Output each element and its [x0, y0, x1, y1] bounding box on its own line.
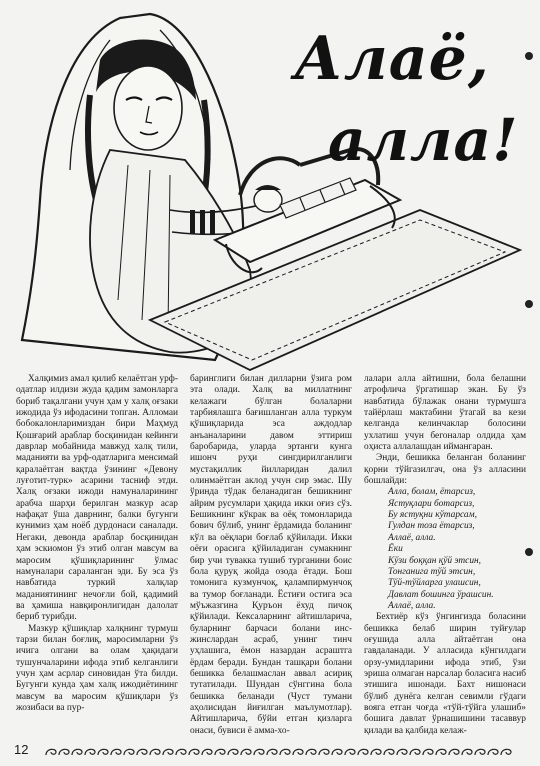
ornament-swirl: [449, 749, 459, 755]
verse-line: Тонганига тўй этсин,: [388, 566, 476, 577]
verse-line: Кўзи боққан қўй этсин,: [388, 555, 482, 566]
ornament-swirl: [98, 749, 108, 755]
verse-line: Ястуқлари ботарсиз,: [388, 498, 475, 509]
ornament-swirl: [254, 749, 264, 755]
ornament-swirl: [475, 749, 485, 755]
ornament-swirl: [293, 749, 303, 755]
decorative-border-ornament: [44, 747, 514, 757]
paragraph: Энди, бешикка беланган боланинг қорни тўйгазилгач, она ўз алласини бошлайди:: [364, 453, 526, 487]
verse-line: Алла, болам, ётарсиз,: [388, 487, 476, 498]
paragraph: Халқимиз амал қилиб келаётган урф-одатлар илдизи жуда қадим замонларга бориб тақалгани учун ҳам у халқ оғзаки ижодида ўз ифодасини топган. Алломаи бобокалонларимиздан бири Маҳмуд Қошғарий араблар босқинидан кейинги даврлар мобайнида мавжуд халқ тили, маданияти ва урф-одатларига менсимай қаралаётган вақтда ўзининг «Девону луғотит-турк» асарини тасниф этди. Халқ оғзаки ижоди намуналарининг арабча шарҳи берилган мазкур асар нафақат ўша даврнинг, балки бугунги кунимиз ҳам ноёб дурдонаси саналади. Негаки, девонда араблар босқинидан ҳам эскиомон ўз этиб олган мавсум ва маросим қўшиқларининг ўлмас намуналари сараланган эди. Бу эса ўз навбатида туркий халқлар маданиятининг нечоғли бой, қадимий ва ҳамиша навқиронлигидан далолат бериб турибди.: [16, 374, 178, 623]
verse-line: Аллаё, алла.: [388, 532, 436, 543]
verse-line: Аллаё, алла.: [388, 600, 436, 611]
ornament-swirl: [397, 749, 407, 755]
page-number: 12: [14, 742, 29, 757]
ornament-swirl: [215, 749, 225, 755]
ornament-swirl: [436, 749, 446, 755]
ornament-swirl: [72, 749, 82, 755]
verse-line: Ёки: [388, 544, 403, 555]
ornament-swirl: [176, 749, 186, 755]
verse-line: Тўй-тўйларга улашсин,: [388, 578, 481, 589]
ornament-swirl: [111, 749, 121, 755]
column-1: [16, 374, 178, 737]
binder-hole-1: [525, 52, 533, 60]
column-2: [190, 374, 352, 737]
paragraph: лалари алла айтишни, бола белашни атрофлича ўргатишар экан. Бу ўз навбатида бўлажак онани турмушга тайёрлаш мактабини ўтагай ва кези келганда келинчаклар болосини ухлатиш учун бегоналар олдида ҳам оҳиста аллалашдан иймангаран.: [364, 374, 526, 453]
ornament-swirl: [228, 749, 238, 755]
verse-line: Давлат бошинга ўрашсин.: [388, 589, 494, 600]
ornament-swirl: [501, 749, 511, 755]
ornament-swirl: [488, 749, 498, 755]
ornament-swirl: [59, 749, 69, 755]
ornament-swirl: [124, 749, 134, 755]
ornament-swirl: [189, 749, 199, 755]
column-3: [364, 374, 526, 737]
paragraph: Мазкур қўшиқлар халқнинг турмуш тарзи билан боғлиқ, маросимларни ўз ичига олгани ва олам ҳақидаги тушунчаларини ифода этиб келганлиги учун ҳам асрлар синовидан ўта билди. Бугунги кунда ҳам халқ ижодиётининг мавсум ва маросим қўшиқлари ўз жозибаси ва пур-: [16, 623, 178, 713]
binder-hole-3: [525, 548, 533, 556]
paragraph: Бехтиёр кўз ўнгингизда боласини бешикка белаб ширин туйғулар оғушида алла айтаётган она гавдаланади. У алласида кўнгилдаги орзу-умидларини ифода этиб, ўзи эриша олмаган нарсалар боласига насиб этишига ишонади. Бахт нишонаси бўлиб дунёга келган севимли гўдаги вояга етган чоғда «тўй-тўйга улашиб» бошига давлат ўрнашишини тасаввур қилади ва қалбида келаж-: [364, 612, 526, 736]
ornament-swirl: [163, 749, 173, 755]
ornament-swirl: [332, 749, 342, 755]
ornament-swirl: [423, 749, 433, 755]
ornament-swirl: [345, 749, 355, 755]
ornament-swirl: [241, 749, 251, 755]
ornament-swirl: [267, 749, 277, 755]
title-block: [290, 20, 540, 190]
ornament-swirl: [410, 749, 420, 755]
ornament-swirl: [462, 749, 472, 755]
article-body: [16, 374, 528, 737]
paragraph: баринглиги билан дилларни ўзига ром эта олади. Халқ ва миллатнинг келажаги бўлган болаларни тарбиялашга бағишланган алла туркум қўшиқларида эса аждодлар анъаналарини давом эттириш баробарида, уларда эртанги кунга ишонч руҳи сингдирилганлиги мустақиллик йилларидан далил олинмаётган аклод учун сир эмас. Шу ўринда тўдак беланадиган бешикнинг айрим русумлари ҳақида икки оғиз сўз. Бешикнинг кўкрак ва оёқ томонларида бович бўлиб, унинг ёрдамида боланинг кўл ва оёқлари боғлаб қўйилади. Икки оёғи орасига қўйиладиган сумакнинг бир учи тувакка тушиб турганини боис бола қуруқ жойда озода ётади. Бош томонига кузмунчоқ, қалампирмунчоқ ва тумор боғланади. Ёстиғи остига эса мўъжазгина Қуръон ёхуд пичоқ қўйилади. Кексаларнинг айтишларича, буларнинг барчаси болани инс-жинслардан асраб, унинг тинч уҳлашига, ёмон назардан асраштга ёрдам беради. Бундан ташқари болани бешикка белашмаслан аввал асириқ тутатилади. Шундан сўнггина бола бешикка беланади (Чуст тумани аҳолисидан йиғилган маълумотлар). Айтишларича, бўйи етган қизларга онаси, бувиси ё амма-хо-: [190, 374, 352, 736]
ornament-swirl: [150, 749, 160, 755]
verse-line: Гулдан тоза ётарсиз,: [388, 521, 475, 532]
ornament-swirl: [306, 749, 316, 755]
ornament-swirl: [319, 749, 329, 755]
verse-line: Бу ястуқни кўтарсам,: [388, 510, 477, 521]
ornament-swirl: [358, 749, 368, 755]
ornament-swirl: [280, 749, 290, 755]
ornament-swirl: [46, 749, 56, 755]
ornament-swirl: [85, 749, 95, 755]
ornament-swirl: [137, 749, 147, 755]
ornament-swirl: [384, 749, 394, 755]
ornament-swirl: [371, 749, 381, 755]
binder-hole-2: [525, 300, 533, 308]
title-line-1: Алаё,: [294, 24, 490, 94]
title-line-2: алла!: [328, 106, 519, 174]
ornament-swirl: [202, 749, 212, 755]
